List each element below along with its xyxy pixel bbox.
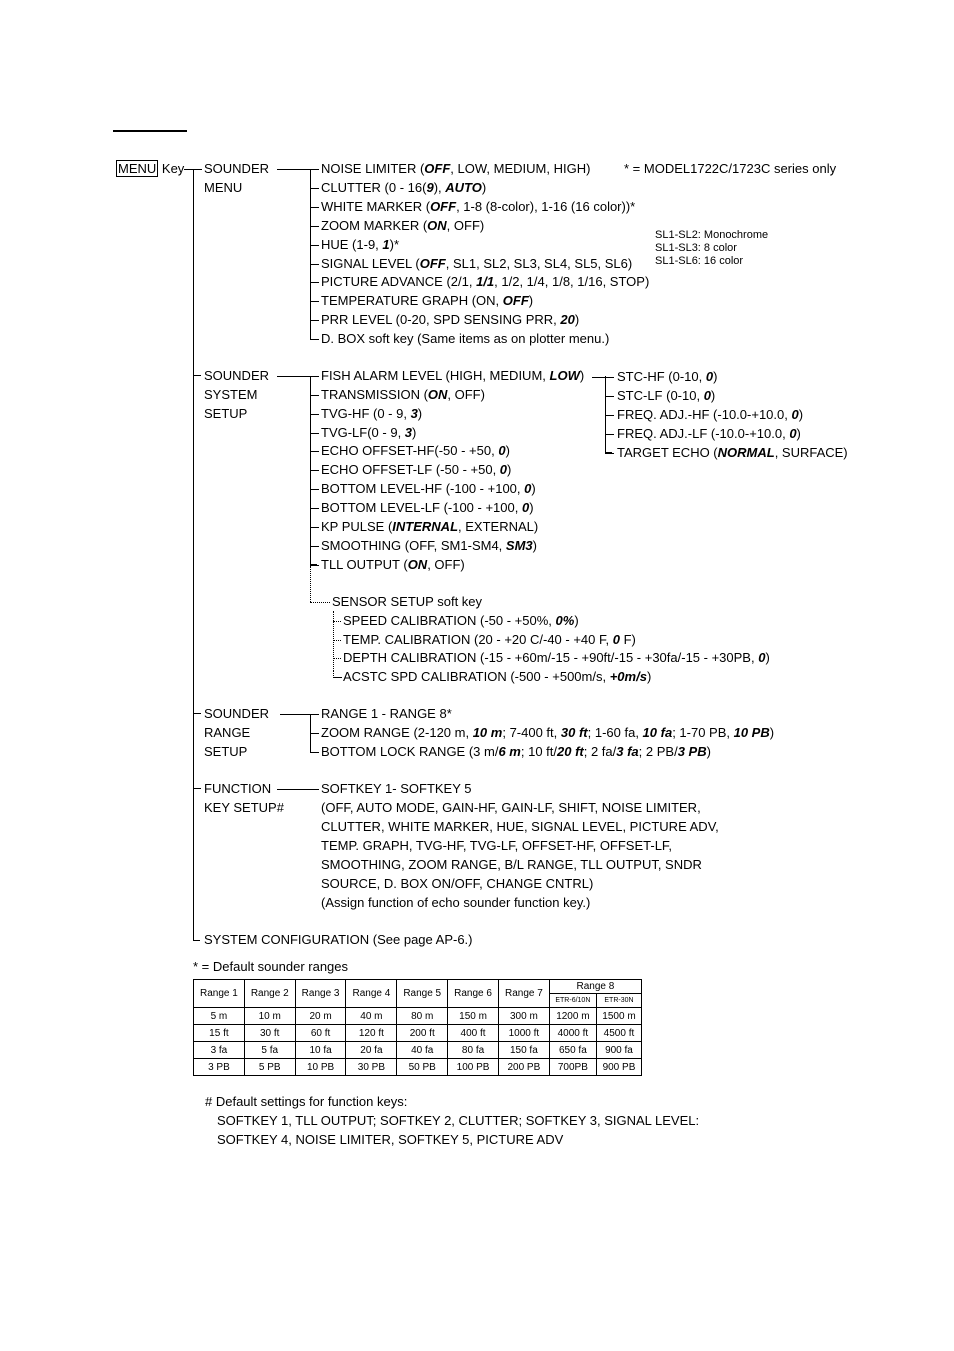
- connector: [310, 527, 319, 528]
- menu-item: ECHO OFFSET-LF (-50 - +50, 0): [321, 462, 512, 478]
- sensor-dotted-trunk: [310, 566, 311, 602]
- table-cell: 30 PB: [346, 1059, 397, 1076]
- table-header-cell: Range 6: [448, 980, 499, 1008]
- sounder-range-setup-label: SOUNDER RANGE SETUP: [204, 706, 270, 759]
- menu-item: NOISE LIMITER (OFF, LOW, MEDIUM, HIGH): [321, 161, 591, 176]
- range-table: [193, 979, 642, 1076]
- table-subheader-cell: ETR-6/10N: [549, 994, 596, 1008]
- table-cell: 150 m: [448, 1008, 499, 1025]
- menu-key-label: [116, 159, 184, 178]
- table-cell: 100 PB: [448, 1059, 499, 1076]
- menu-item: PRR LEVEL (0-20, SPD SENSING PRR, 20): [321, 312, 580, 328]
- menu-item: FREQ. ADJ.-LF (-10.0-+10.0, 0): [617, 425, 801, 441]
- table-subheader-cell: ETR-30N: [596, 994, 641, 1008]
- table-header-cell: Range 1: [194, 980, 245, 1008]
- table-cell: 900 fa: [596, 1042, 641, 1059]
- connector: [310, 414, 319, 415]
- connector: [310, 320, 319, 321]
- menu-item: TRANSMISSION (ON, OFF): [321, 386, 485, 402]
- table-cell: 1000 ft: [498, 1025, 549, 1042]
- menu-key-box: MENU: [118, 161, 157, 176]
- menu-key-suffix: Key: [161, 161, 185, 176]
- table-cell: 300 m: [498, 1008, 549, 1025]
- connector: [193, 713, 201, 714]
- table-cell: 60 ft: [295, 1025, 346, 1042]
- sensor-setup-label: SENSOR SETUP soft key: [332, 594, 483, 609]
- menu-item: RANGE 1 - RANGE 8*: [321, 706, 452, 721]
- title-rule: [113, 130, 187, 132]
- connector: [277, 169, 312, 170]
- table-header-cell: Range 3: [295, 980, 346, 1008]
- table-cell: 80 fa: [448, 1042, 499, 1059]
- model-footnote: * = MODEL1722C/1723C series only: [624, 161, 837, 176]
- connector: [310, 433, 319, 434]
- connector: [605, 396, 614, 397]
- table-cell: 10 fa: [295, 1042, 346, 1059]
- menu-item: SMOOTHING (OFF, SM1-SM4, SM3): [321, 537, 537, 553]
- connector: [277, 376, 312, 377]
- menu-item: STC-HF (0-10, 0): [617, 369, 718, 384]
- sl-notes: SL1-SL2: Monochrome SL1-SL3: 8 color SL1-SL6: 16 color: [655, 229, 769, 267]
- menu-item: BOTTOM LEVEL-LF (-100 - +100, 0): [321, 499, 534, 515]
- function-defaults-title: # Default settings for function keys:: [205, 1094, 408, 1109]
- connector: [310, 565, 319, 566]
- table-cell: 4000 ft: [549, 1025, 596, 1042]
- menu-item: ZOOM RANGE (2-120 m, 10 m; 7-400 ft, 30 ft; 1-60 fa, 10 fa; 1-70 PB, 10 PB): [321, 724, 775, 740]
- connector: [333, 658, 341, 659]
- table-cell: 15 ft: [194, 1025, 245, 1042]
- connector: [310, 376, 319, 377]
- menu-item: TLL OUTPUT (ON, OFF): [321, 556, 465, 572]
- connector: [310, 301, 319, 302]
- menu-item: SIGNAL LEVEL (OFF, SL1, SL2, SL3, SL4, SL5, SL6): [321, 255, 633, 271]
- menu-item: FISH ALARM LEVEL (HIGH, MEDIUM, LOW): [321, 368, 585, 383]
- connector: [310, 451, 319, 452]
- menu-item: STC-LF (0-10, 0): [617, 387, 716, 403]
- table-cell: 3 PB: [194, 1059, 245, 1076]
- table-row: [194, 1042, 642, 1059]
- connector: [310, 169, 319, 170]
- menu-item: D. BOX soft key (Same items as on plotter menu.): [321, 331, 610, 347]
- sensor-dotted-connector: [310, 602, 330, 603]
- table-cell: 20 m: [295, 1008, 346, 1025]
- connector: [333, 677, 341, 678]
- main-trunk-line: [193, 169, 194, 939]
- connector: [333, 640, 341, 641]
- function-key-setup-text: SOFTKEY 1- SOFTKEY 5 (OFF, AUTO MODE, GAIN-HF, GAIN-LF, SHIFT, NOISE LIMITER, CLUTTER, WHITE MARKER, HUE, SIGNAL LEVEL, PICTURE ADV, TEMP. GRAPH, TVG-HF, TVG-LF, OFFSET-HF, OFFSET-LF, SMOOTHING, ZOOM RANGE, B/L RANGE, TLL OUTPUT, SNDR SOURCE, D. BOX ON/OFF, CHANGE CNTRL) (Assign function of echo sounder function key.): [321, 781, 719, 910]
- menu-item: BOTTOM LEVEL-HF (-100 - +100, 0): [321, 481, 536, 497]
- range-setup-trunk: [310, 714, 311, 746]
- connector: [310, 508, 319, 509]
- connector: [605, 434, 614, 435]
- table-cell: 200 ft: [397, 1025, 448, 1042]
- connector: [310, 339, 319, 340]
- menu-item: PICTURE ADVANCE (2/1, 1/1, 1/2, 1/4, 1/8, 1/16, STOP): [321, 274, 650, 290]
- connector: [310, 752, 319, 753]
- connector: [310, 714, 319, 715]
- connector: [605, 453, 614, 454]
- table-cell: 5 PB: [244, 1059, 295, 1076]
- menu-item: ECHO OFFSET-HF(-50 - +50, 0): [321, 443, 510, 459]
- connector: [310, 207, 319, 208]
- menu-item: WHITE MARKER (OFF, 1-8 (8-color), 1-16 (16 color))*: [321, 198, 636, 214]
- table-cell: 400 ft: [448, 1025, 499, 1042]
- menu-item: TARGET ECHO (NORMAL, SURFACE): [617, 444, 848, 460]
- menu-item: ZOOM MARKER (ON, OFF): [321, 217, 485, 233]
- menu-item: TVG-LF(0 - 9, 3): [321, 424, 417, 440]
- table-cell: 5 fa: [244, 1042, 295, 1059]
- menu-item: SPEED CALIBRATION (-50 - +50%, 0%): [343, 613, 579, 628]
- table-cell: 120 ft: [346, 1025, 397, 1042]
- sounder-menu-label: SOUNDER MENU: [204, 161, 270, 195]
- default-ranges-caption: * = Default sounder ranges: [193, 959, 349, 974]
- connector: [193, 375, 201, 376]
- menu-item: KP PULSE (INTERNAL, EXTERNAL): [321, 518, 539, 534]
- connector: [193, 788, 201, 789]
- connector: [592, 377, 605, 378]
- menu-item: TEMP. CALIBRATION (20 - +20 C/-40 - +40 F, 0 F): [343, 631, 636, 647]
- table-cell: 4500 ft: [596, 1025, 641, 1042]
- table-row: [194, 1008, 642, 1025]
- table-header-cell: Range 2: [244, 980, 295, 1008]
- right-branch-trunk: [605, 376, 606, 446]
- table-cell: 5 m: [194, 1008, 245, 1025]
- table-header-cell: Range 7: [498, 980, 549, 1008]
- system-configuration-label: SYSTEM CONFIGURATION (See page AP-6.): [204, 932, 473, 947]
- table-cell: 1500 m: [596, 1008, 641, 1025]
- connector: [310, 470, 319, 471]
- function-key-setup-label: FUNCTION KEY SETUP#: [204, 781, 284, 815]
- table-header-cell: Range 5: [397, 980, 448, 1008]
- table-cell: 80 m: [397, 1008, 448, 1025]
- sensor-items-trunk: [333, 611, 334, 671]
- connector: [605, 377, 614, 378]
- connector: [333, 621, 341, 622]
- connector: [310, 489, 319, 490]
- menu-item: FREQ. ADJ.-HF (-10.0-+10.0, 0): [617, 406, 804, 422]
- sounder-system-setup-label: SOUNDER SYSTEM SETUP: [204, 368, 270, 421]
- connector: [310, 395, 319, 396]
- sounder-menu-trunk: [310, 169, 311, 333]
- menu-item: CLUTTER (0 - 16(9), AUTO): [321, 179, 487, 195]
- table-row: [194, 1025, 642, 1042]
- function-defaults: [205, 1092, 699, 1149]
- table-cell: 40 m: [346, 1008, 397, 1025]
- connector: [310, 226, 319, 227]
- table-cell: 700PB: [549, 1059, 596, 1076]
- table-cell: 3 fa: [194, 1042, 245, 1059]
- connector: [310, 282, 319, 283]
- connector: [310, 245, 319, 246]
- table-cell: 900 PB: [596, 1059, 641, 1076]
- system-setup-trunk: [310, 376, 311, 558]
- table-row: [194, 1059, 642, 1076]
- table-cell: 150 fa: [498, 1042, 549, 1059]
- table-cell: 650 fa: [549, 1042, 596, 1059]
- table-cell: 10 PB: [295, 1059, 346, 1076]
- connector: [310, 733, 319, 734]
- connector: [280, 714, 312, 715]
- menu-item: HUE (1-9, 1)*: [321, 236, 400, 252]
- table-header-cell: Range 8: [549, 980, 641, 994]
- function-defaults-line: SOFTKEY 4, NOISE LIMITER, SOFTKEY 5, PICTURE ADV: [217, 1132, 564, 1147]
- table-cell: 40 fa: [397, 1042, 448, 1059]
- connector: [277, 789, 319, 790]
- function-defaults-line: SOFTKEY 1, TLL OUTPUT; SOFTKEY 2, CLUTTER; SOFTKEY 3, SIGNAL LEVEL:: [217, 1113, 700, 1128]
- connector: [310, 188, 319, 189]
- table-cell: 20 fa: [346, 1042, 397, 1059]
- table-cell: 1200 m: [549, 1008, 596, 1025]
- menu-item: TEMPERATURE GRAPH (ON, OFF): [321, 293, 534, 309]
- menu-item: ACSTC SPD CALIBRATION (-500 - +500m/s, +0m/s): [343, 669, 652, 685]
- table-cell: 50 PB: [397, 1059, 448, 1076]
- table-cell: 30 ft: [244, 1025, 295, 1042]
- table-header-row: [194, 980, 642, 994]
- table-cell: 200 PB: [498, 1059, 549, 1076]
- main-trunk-end: [193, 933, 200, 941]
- menu-item: DEPTH CALIBRATION (-15 - +60m/-15 - +90ft/-15 - +30fa/-15 - +30PB, 0): [343, 650, 770, 666]
- connector: [310, 546, 319, 547]
- menu-item: BOTTOM LOCK RANGE (3 m/6 m; 10 ft/20 ft; 2 fa/3 fa; 2 PB/3 PB): [321, 743, 711, 759]
- connector: [605, 415, 614, 416]
- menu-item: TVG-HF (0 - 9, 3): [321, 405, 423, 421]
- table-cell: 10 m: [244, 1008, 295, 1025]
- connector: [310, 264, 319, 265]
- table-header-cell: Range 4: [346, 980, 397, 1008]
